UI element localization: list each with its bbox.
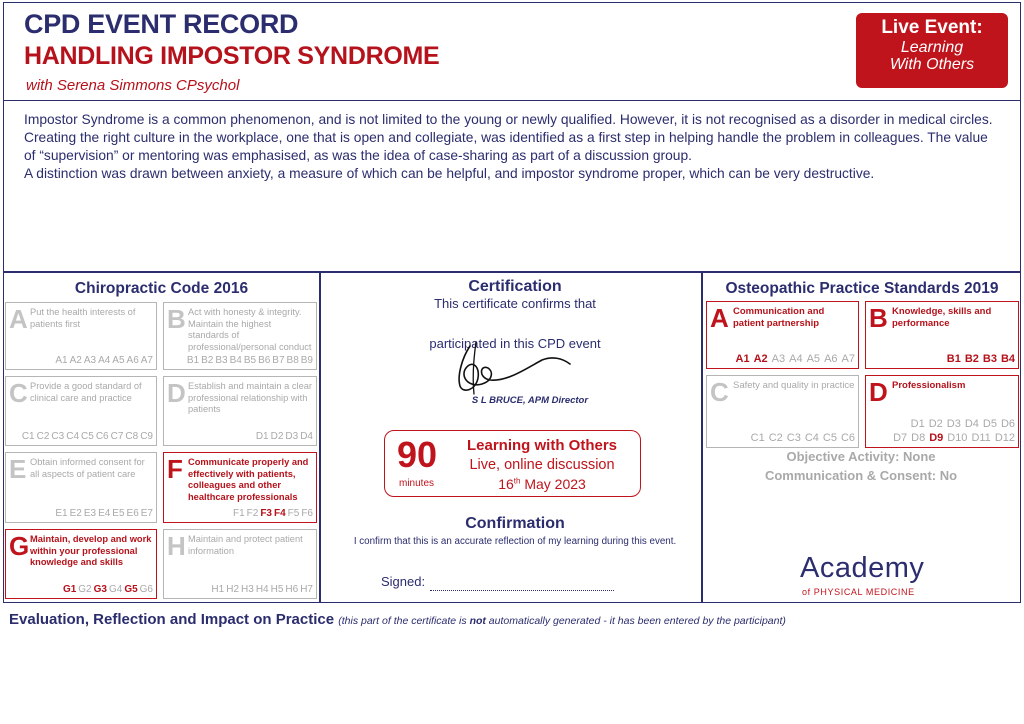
code-b9: B9 [300, 355, 313, 366]
code-b8: B8 [286, 355, 299, 366]
standard-description: Maintain, develop and work within your professional knowledge and skills [30, 534, 152, 567]
code-c6: C6 [95, 431, 109, 442]
code-b4: B4 [229, 355, 242, 366]
chiropractic-standard-a [5, 302, 157, 370]
standard-codes [231, 508, 313, 519]
code-a2: A2 [69, 355, 82, 366]
osteopathic-standard-b [865, 301, 1019, 369]
standard-description: Put the health interests of patients first [30, 307, 136, 329]
code-a1: A1 [55, 355, 68, 366]
code-e5: E5 [112, 508, 125, 519]
signature-line[interactable] [430, 590, 614, 591]
code-h5: H5 [270, 584, 284, 595]
code-e3: E3 [83, 508, 97, 519]
column-divider [701, 272, 703, 603]
standard-letter: H [167, 531, 186, 561]
chiropractic-standard-g [5, 529, 157, 599]
column-divider [319, 272, 321, 603]
code-h7: H7 [300, 584, 313, 595]
standard-letter: E [9, 454, 27, 484]
code-a6: A6 [824, 353, 838, 365]
live-event-badge [856, 13, 1008, 88]
code-a7: A7 [140, 355, 153, 366]
record-title: CPD EVENT RECORD [24, 9, 299, 39]
code-e4: E4 [98, 508, 111, 519]
code-d3: D3 [285, 431, 299, 442]
standard-codes [20, 431, 153, 442]
code-h4: H4 [255, 584, 269, 595]
code-c6: C6 [840, 432, 855, 444]
chiropractic-standard-f [163, 452, 317, 523]
code-b7: B7 [272, 355, 285, 366]
code-b2: B2 [964, 353, 979, 365]
code-d3: D3 [946, 418, 961, 430]
code-d5: D5 [982, 418, 997, 430]
standard-description: Act with honesty & integrity. Maintain the highest standards of professional/personal conduct [188, 307, 312, 352]
standard-codes [53, 508, 153, 519]
standard-letter: C [710, 377, 729, 407]
chiropractic-title: Chiropractic Code 2016 [74, 280, 249, 297]
code-d1: D1 [255, 431, 269, 442]
standard-codes [185, 355, 313, 366]
code-e6: E6 [126, 508, 139, 519]
code-a2: A2 [753, 353, 768, 365]
code-a5: A5 [112, 355, 125, 366]
code-c3: C3 [786, 432, 801, 444]
code-b4: B4 [1000, 353, 1015, 365]
communication-consent: Communication & Consent: No [764, 468, 958, 483]
participated-line: participated in this CPD event [429, 336, 601, 351]
code-a3: A3 [83, 355, 97, 366]
standard-description: Maintain and protect patient information [188, 534, 303, 556]
code-b3: B3 [215, 355, 228, 366]
standard-letter: A [9, 304, 28, 334]
code-a3: A3 [771, 353, 786, 365]
code-a4: A4 [789, 353, 803, 365]
code-g3: G3 [93, 584, 107, 595]
code-c2: C2 [768, 432, 783, 444]
code-a1: A1 [735, 353, 750, 365]
event-day-suffix: th [513, 476, 521, 486]
standard-description: Safety and quality in practice [733, 380, 855, 391]
certification-line: This certificate confirms that [434, 296, 596, 311]
confirmation-title: Confirmation [465, 515, 565, 532]
code-b1: B1 [186, 355, 200, 366]
code-d8: D8 [911, 432, 926, 444]
academy-logo [800, 552, 950, 598]
code-c2: C2 [36, 431, 50, 442]
code-c5: C5 [822, 432, 837, 444]
code-g2: G2 [78, 584, 92, 595]
certification-title: Certification [468, 278, 562, 295]
badge-line-1: Learning [900, 39, 964, 56]
code-d1: D1 [910, 418, 925, 430]
event-day: 16 [498, 476, 514, 492]
director-signature [432, 338, 582, 398]
duration-minutes: 90 [397, 434, 438, 475]
code-c3: C3 [51, 431, 65, 442]
chiropractic-standard-d [163, 376, 317, 446]
code-c1: C1 [750, 432, 765, 444]
standard-codes [61, 584, 153, 595]
code-b1: B1 [946, 353, 961, 365]
standard-codes [907, 418, 1015, 430]
code-a7: A7 [841, 353, 855, 365]
chiropractic-standard-c [5, 376, 157, 446]
event-topic: HANDLING IMPOSTOR SYNDROME [24, 42, 440, 70]
logo-name: Academy [800, 552, 925, 584]
code-c9: C9 [140, 431, 153, 442]
code-c4: C4 [66, 431, 80, 442]
osteopathic-standard-a [706, 301, 859, 369]
code-b6: B6 [258, 355, 271, 366]
code-c1: C1 [21, 431, 35, 442]
code-e1: E1 [55, 508, 68, 519]
osteopathic-standard-d [865, 375, 1019, 448]
code-h2: H2 [226, 584, 240, 595]
standard-letter: F [167, 454, 183, 484]
standard-description: Communicate properly and effectively with patients, colleagues and other healthcare professionals [188, 457, 309, 502]
chiropractic-standard-b [163, 302, 317, 370]
code-d2: D2 [928, 418, 943, 430]
logo-subtitle: of PHYSICAL MEDICINE [802, 587, 915, 597]
event-details-box [384, 430, 641, 497]
standard-letter: G [9, 531, 30, 561]
standard-letter: D [167, 378, 186, 408]
code-c8: C8 [125, 431, 139, 442]
code-e7: E7 [140, 508, 153, 519]
standard-letter: C [9, 378, 28, 408]
standard-letter: B [167, 304, 186, 334]
event-type: Learning with Others [466, 437, 617, 454]
code-c7: C7 [110, 431, 124, 442]
code-c4: C4 [804, 432, 819, 444]
standard-description: Knowledge, skills and performance [892, 306, 992, 329]
code-f3: F3 [260, 508, 272, 519]
description-paragraph: Creating the right culture in the workplace, one that is open and collegiate, was identified as a first step in helping handle the problem in colleagues. The value of “supervision” or mentoring was emphasised, as was the idea of case-sharing as part of a discussion group. [24, 130, 988, 163]
code-b3: B3 [982, 353, 997, 365]
standard-letter: A [710, 303, 729, 333]
standard-description: Establish and maintain a clear professional relationship with patients [188, 381, 313, 414]
presenter-line: with Serena Simmons CPsychol [26, 77, 240, 94]
badge-line-2: With Others [889, 56, 975, 73]
code-a4: A4 [98, 355, 111, 366]
description-paragraph: Impostor Syndrome is a common phenomenon, and is not limited to the young or newly qualified. However, it is not recognised as a disorder in medical circles. [24, 112, 993, 127]
osteopathic-standard-c [706, 375, 859, 448]
code-g1: G1 [62, 584, 77, 595]
code-f6: F6 [301, 508, 313, 519]
standard-codes [254, 431, 313, 442]
standard-codes [732, 353, 855, 365]
code-d4: D4 [300, 431, 313, 442]
standard-letter: D [869, 377, 888, 407]
code-a6: A6 [126, 355, 139, 366]
event-format: Live, online discussion [469, 457, 615, 473]
event-month-year: May 2023 [524, 476, 586, 492]
code-e2: E2 [69, 508, 82, 519]
standard-codes [943, 353, 1015, 365]
code-b2: B2 [201, 355, 214, 366]
evaluation-title: Evaluation, Reflection and Impact on Practice [9, 611, 335, 628]
code-f1: F1 [232, 508, 245, 519]
evaluation-note-post: automatically generated - it has been entered by the participant) [485, 615, 786, 627]
badge-title: Live Event: [881, 17, 983, 38]
code-h3: H3 [241, 584, 254, 595]
standard-description: Professionalism [892, 380, 966, 391]
confirmation-text: I confirm that this is an accurate reflection of my learning during this event. [353, 536, 677, 547]
code-d4: D4 [964, 418, 979, 430]
chiropractic-standard-e [5, 452, 157, 523]
standard-letter: B [869, 303, 888, 333]
chiropractic-standard-h [163, 529, 317, 599]
evaluation-note-bold: not [469, 615, 486, 627]
osteopathic-title: Osteopathic Practice Standards 2019 [725, 280, 999, 297]
code-f2: F2 [246, 508, 259, 519]
duration-unit: minutes [399, 478, 435, 489]
standard-codes [747, 432, 855, 444]
evaluation-note [338, 615, 786, 627]
code-d12: D12 [994, 432, 1015, 444]
code-d11: D11 [971, 432, 991, 444]
code-h6: H6 [285, 584, 299, 595]
standard-description: Provide a good standard of clinical care and practice [30, 381, 142, 403]
code-d10: D10 [947, 432, 968, 444]
description-paragraph: A distinction was drawn between anxiety, a measure of which can be helpful, and impostor syndrome proper, which can be very destructive. [24, 166, 875, 181]
event-date [447, 476, 637, 492]
code-g6: G6 [139, 584, 153, 595]
code-d2: D2 [270, 431, 284, 442]
evaluation-heading [9, 611, 786, 628]
standard-description: Obtain informed consent for all aspects of patient care [30, 457, 145, 479]
signatory-name: S L BRUCE, APM Director [471, 395, 589, 406]
code-d9: D9 [929, 432, 944, 444]
code-h1: H1 [211, 584, 225, 595]
code-f4: F4 [273, 508, 286, 519]
standard-codes [889, 432, 1015, 444]
standard-codes [209, 584, 313, 595]
standard-codes [53, 355, 153, 366]
code-g4: G4 [108, 584, 123, 595]
event-description [3, 100, 1021, 272]
standard-description: Communication and patient partnership [733, 306, 825, 329]
code-f5: F5 [287, 508, 300, 519]
code-c5: C5 [81, 431, 94, 442]
evaluation-note-pre: (this part of the certificate is [338, 615, 470, 627]
code-a5: A5 [806, 353, 821, 365]
code-g5: G5 [124, 584, 138, 595]
signed-label: Signed: [381, 574, 426, 589]
code-d7: D7 [893, 432, 908, 444]
code-d6: D6 [1000, 418, 1015, 430]
code-b5: B5 [243, 355, 257, 366]
objective-activity: Objective Activity: None [786, 449, 936, 464]
